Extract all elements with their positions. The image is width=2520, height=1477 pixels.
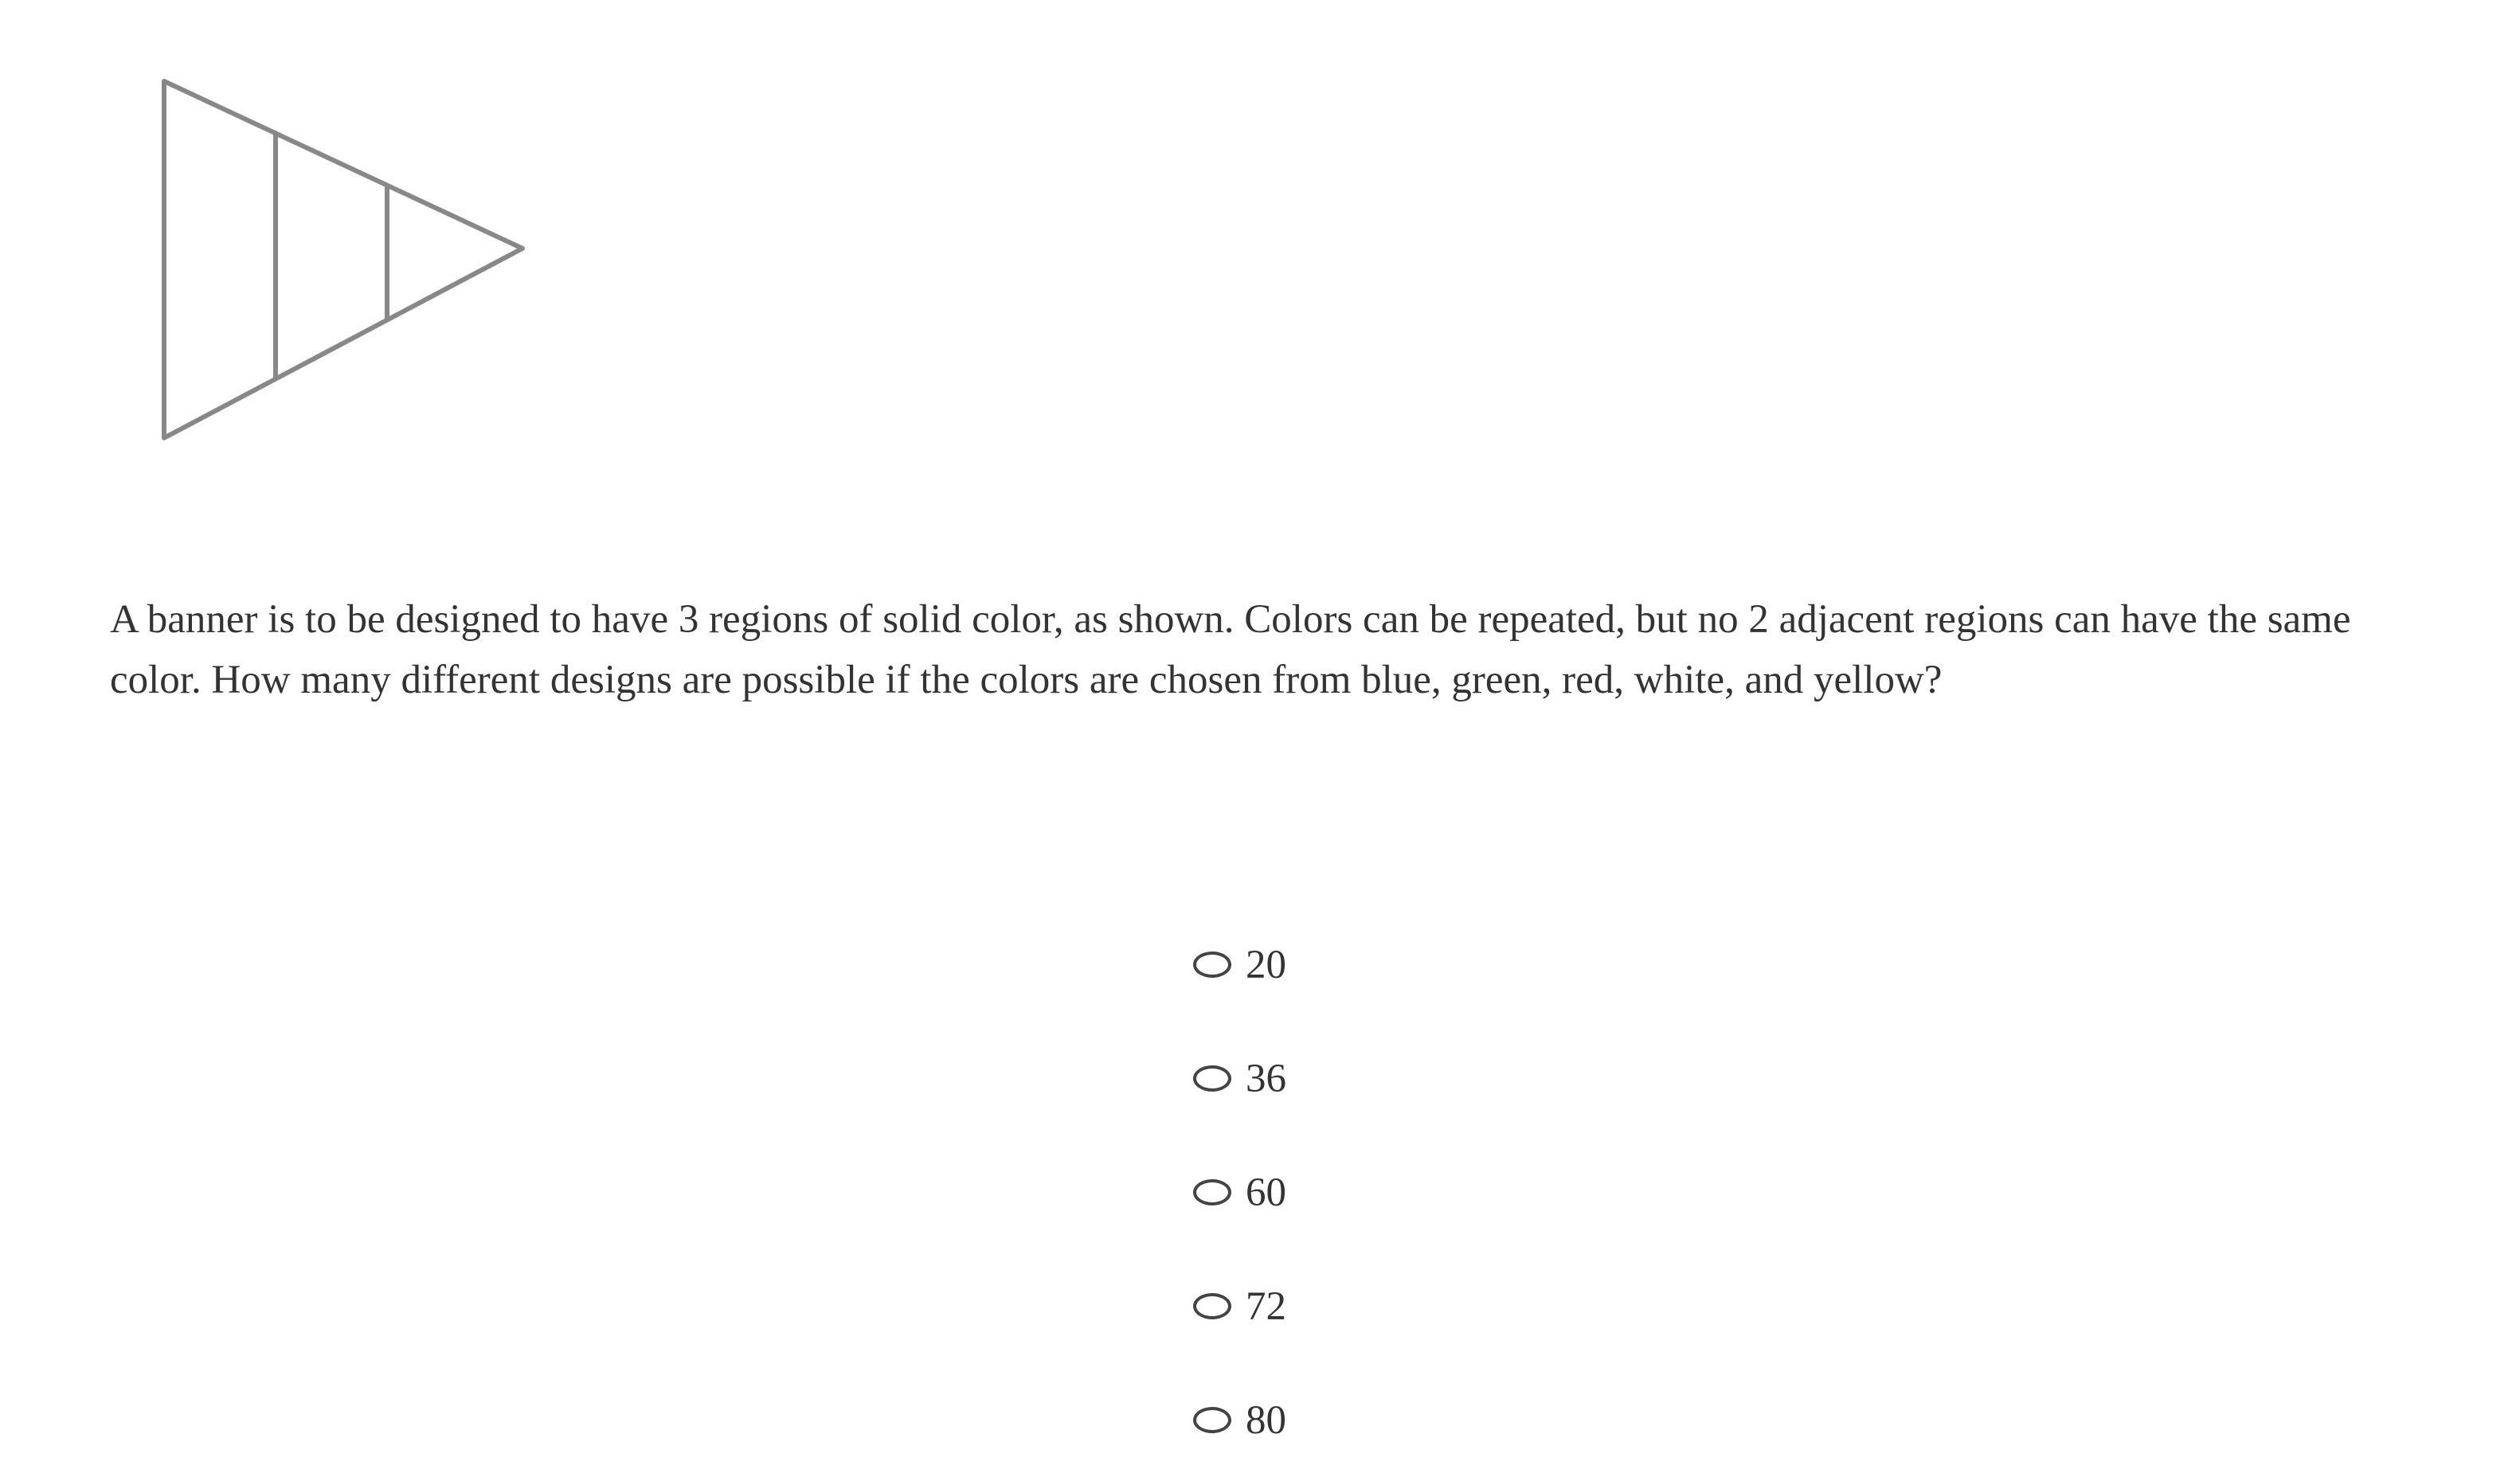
choice-option-3[interactable] [1193, 1135, 1671, 1249]
banner-outline [164, 81, 522, 438]
radio-button[interactable] [1193, 951, 1231, 978]
choice-label: 60 [1246, 1170, 1286, 1215]
choice-option-2[interactable] [1193, 1022, 1671, 1135]
answer-choices [1193, 908, 1671, 1477]
radio-button[interactable] [1193, 1065, 1231, 1092]
radio-button[interactable] [1193, 1407, 1231, 1433]
radio-button[interactable] [1193, 1293, 1231, 1319]
choice-option-5[interactable] [1193, 1363, 1671, 1477]
banner-figure [151, 72, 542, 454]
choice-label: 20 [1246, 942, 1286, 987]
banner-triangle-diagram [151, 72, 542, 454]
choice-label: 72 [1246, 1284, 1286, 1329]
choice-option-4[interactable] [1193, 1249, 1671, 1363]
choice-label: 80 [1246, 1397, 1286, 1443]
choice-label: 36 [1246, 1056, 1286, 1101]
choice-option-1[interactable] [1193, 908, 1671, 1022]
question-text: A banner is to be designed to have 3 regions of solid color, as shown. Colors can be repeated, but no 2 adjacent regions can have the same color. How many different designs are possible if the colors are chosen from blue, green, red, white, and yellow? [110, 597, 2351, 702]
radio-button[interactable] [1193, 1179, 1231, 1205]
